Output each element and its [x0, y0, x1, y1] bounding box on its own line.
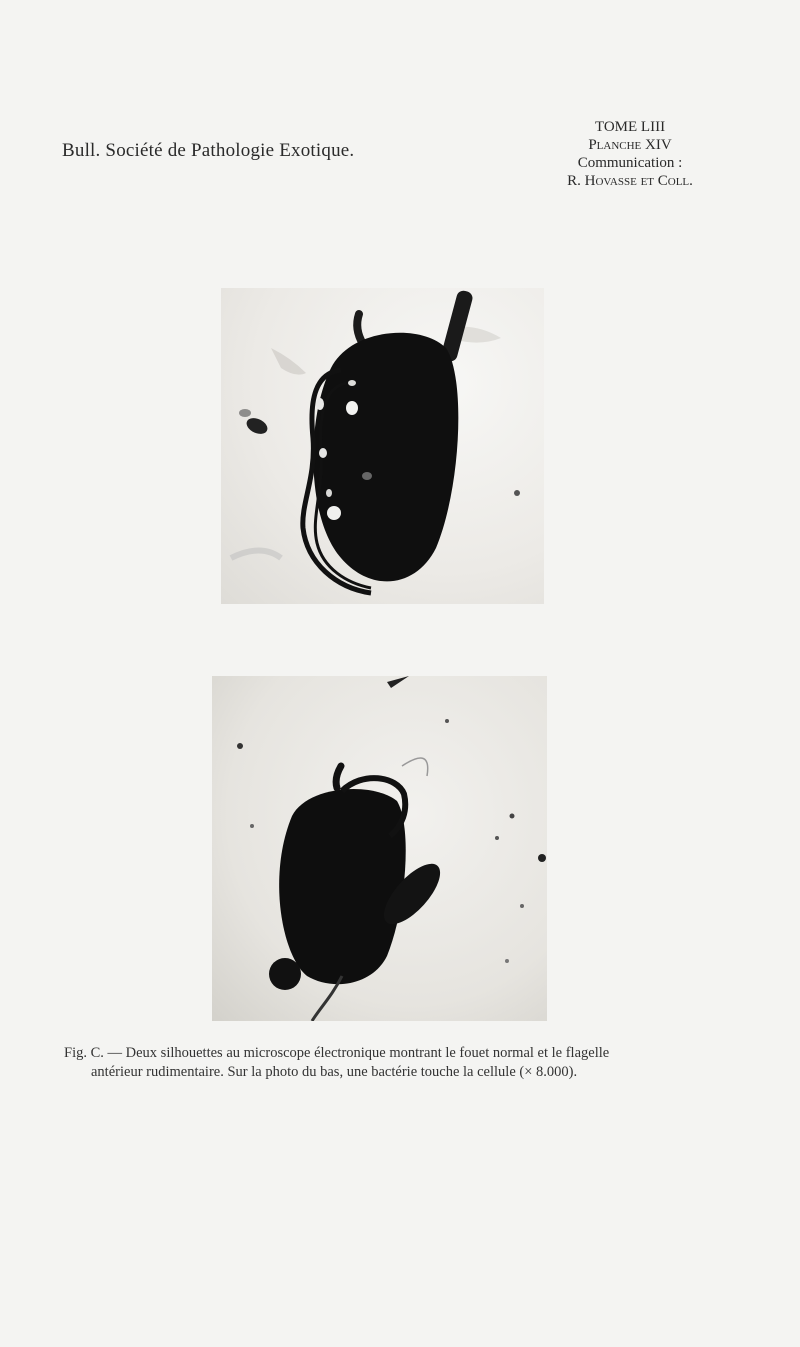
tome-label: TOME LIII — [594, 119, 666, 135]
journal-title: Bull. Société de Pathologie Exotique. — [62, 140, 355, 161]
communication-label: Communication : — [577, 155, 683, 171]
caption-line-2: antérieur rudimentaire. Sur la photo du bas, une bactérie touche la cellule (× 8.000). — [91, 1064, 578, 1080]
micrograph-bottom-image — [212, 676, 547, 1021]
figure-caption — [64, 1044, 744, 1082]
micrograph-bottom — [212, 676, 547, 1021]
micrograph-top — [221, 288, 544, 604]
planche-label: Planche XIV — [588, 137, 672, 153]
micrograph-top-image — [221, 288, 544, 604]
authors-label: R. Hovasse et Coll. — [567, 173, 693, 189]
caption-line-1: Fig. C. — Deux silhouettes au microscope électronique montrant le fouet normal et le flagelle — [64, 1045, 610, 1061]
plate-info — [545, 118, 715, 190]
